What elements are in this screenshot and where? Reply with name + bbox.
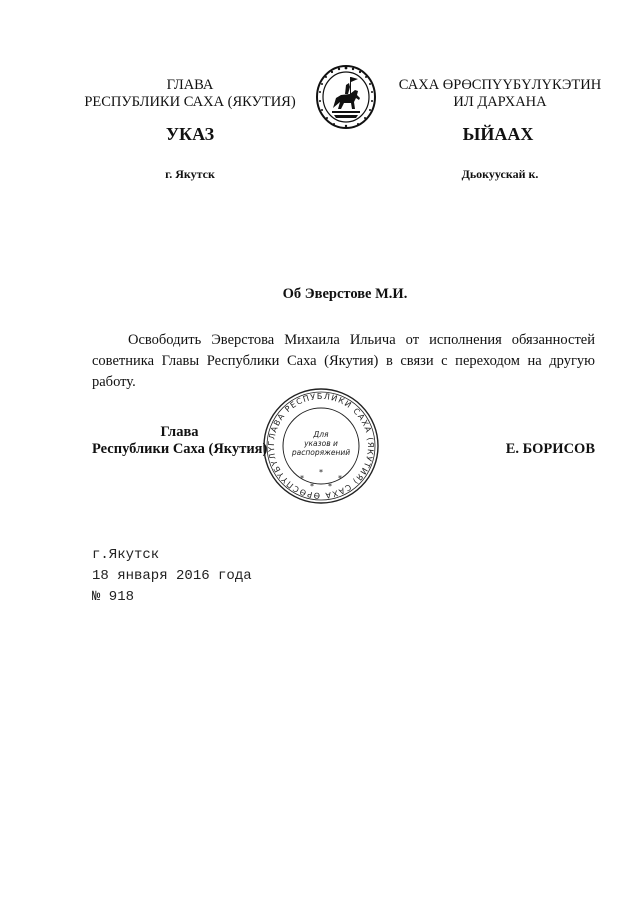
footer-date: 18 января 2016 года — [92, 568, 252, 584]
decree-body-text: Освободить Эверстова Михаила Ильича от исполнения обязанностей советника Главы Республики Саха (Якутия) в связи с переходом на другую работу. — [92, 332, 595, 390]
seal-center-line-3: распоряжений — [291, 448, 351, 457]
document-footer — [92, 545, 252, 608]
issuer-yakut-line-2: ИЛ ДАРХАНА — [453, 94, 547, 110]
signatory-name: Е. БОРИСОВ — [505, 441, 595, 457]
document-type-russian: УКАЗ — [165, 124, 215, 144]
footer-number: № 918 — [92, 589, 135, 605]
issuer-title-yakut — [395, 77, 605, 111]
issuer-yakut-line-1: САХА ӨРӨСПҮҮБҮЛҮКЭТИН — [398, 77, 602, 93]
city-russian: г. Якутск — [165, 167, 215, 181]
svg-text:*: * — [310, 482, 314, 491]
seal-center-line-2: указов и — [304, 439, 338, 448]
coat-of-arms-icon — [315, 64, 377, 130]
city-yakut: Дьокуускай к. — [461, 167, 539, 181]
issuer-title-russian — [80, 77, 300, 111]
svg-text:*: * — [328, 482, 332, 491]
issuer-line-1: ГЛАВА — [166, 77, 214, 93]
footer-city: г.Якутск — [92, 547, 160, 563]
svg-text:*: * — [319, 468, 323, 477]
signatory-position-line-1: Глава — [160, 424, 199, 440]
seal-center-line-1: Для — [313, 430, 329, 439]
svg-text:*: * — [300, 474, 304, 483]
document-title: Об Эверстове М.И. — [282, 286, 408, 302]
signatory-position-line-2: Республики Саха (Якутия) — [92, 441, 268, 457]
svg-text:*: * — [338, 474, 342, 483]
seal-ring-text: ГЛАВА РЕСПУБЛИКИ САХА (ЯКУТИЯ) САХА ӨРӨСПҮҮБҮЛҮ — [266, 391, 376, 501]
issuer-line-2: РЕСПУБЛИКИ САХА (ЯКУТИЯ) — [84, 94, 296, 110]
document-type-yakut: ЫЙААХ — [462, 124, 534, 144]
